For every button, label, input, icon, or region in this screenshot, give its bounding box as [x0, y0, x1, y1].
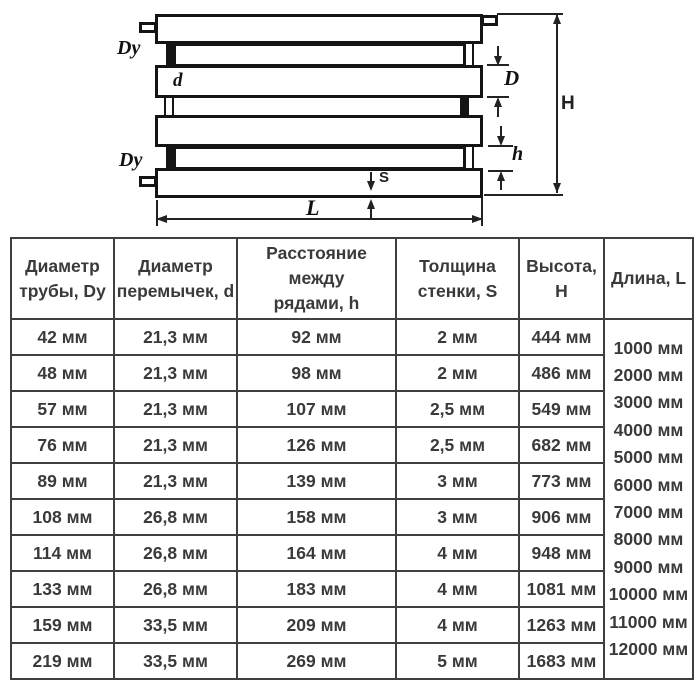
- cell-H: 773 мм: [519, 463, 604, 499]
- cell-s: 5 мм: [396, 643, 519, 679]
- table-row: [11, 499, 693, 535]
- pipe-row-3: [155, 65, 483, 98]
- cell-s: 4 мм: [396, 535, 519, 571]
- table-row: [11, 427, 693, 463]
- cell-h: 209 мм: [237, 607, 396, 643]
- col-header-H: Высота, H: [519, 238, 604, 319]
- register-diagram: [0, 0, 700, 232]
- dim-H-line: [556, 15, 558, 193]
- cell-h: 92 мм: [237, 319, 396, 355]
- pipe-row-4: [155, 115, 483, 147]
- cell-H: 906 мм: [519, 499, 604, 535]
- cell-d: 26,8 мм: [114, 571, 237, 607]
- length-option: 2000 мм: [613, 364, 684, 385]
- table-row: [11, 535, 693, 571]
- cell-dy: 159 мм: [11, 607, 114, 643]
- cell-s: 2 мм: [396, 355, 519, 391]
- pipe-row-5: [174, 147, 465, 169]
- cell-h: 98 мм: [237, 355, 396, 391]
- label-Dy-top: Dy: [117, 37, 141, 59]
- cell-H: 948 мм: [519, 535, 604, 571]
- cell-s: 3 мм: [396, 463, 519, 499]
- label-D: D: [504, 66, 520, 90]
- cell-h: 107 мм: [237, 391, 396, 427]
- cell-dy: 42 мм: [11, 319, 114, 355]
- cell-d: 33,5 мм: [114, 607, 237, 643]
- length-option: 3000 мм: [613, 392, 684, 413]
- cell-H: 682 мм: [519, 427, 604, 463]
- table-row: [11, 391, 693, 427]
- col-header-s: Толщина стенки, S: [396, 238, 519, 319]
- length-option: 8000 мм: [613, 529, 684, 550]
- table-row: [11, 463, 693, 499]
- spec-table-body: [11, 319, 693, 679]
- cell-d: 21,3 мм: [114, 391, 237, 427]
- length-option: 1000 мм: [613, 337, 684, 358]
- header-row: [11, 238, 693, 319]
- cell-h: 164 мм: [237, 535, 396, 571]
- label-h: h: [512, 143, 524, 165]
- length-option: 4000 мм: [613, 419, 684, 440]
- dim-h-ext-top: [488, 145, 513, 147]
- length-option: 9000 мм: [613, 556, 684, 577]
- table-row: [11, 319, 693, 355]
- length-option: 7000 мм: [613, 502, 684, 522]
- spec-table: [10, 237, 694, 680]
- label-L: L: [306, 195, 320, 220]
- cell-s: 2,5 мм: [396, 427, 519, 463]
- pipe-row-1: [155, 14, 483, 44]
- cell-s: 3 мм: [396, 499, 519, 535]
- col-header-d: Диаметр перемычек, d: [114, 238, 237, 319]
- label-S: S: [379, 169, 390, 186]
- cell-dy: 76 мм: [11, 427, 114, 463]
- cell-h: 183 мм: [237, 571, 396, 607]
- cell-d: 26,8 мм: [114, 535, 237, 571]
- table-row: [11, 355, 693, 391]
- cell-dy: 48 мм: [11, 355, 114, 391]
- cell-h: 269 мм: [237, 643, 396, 679]
- cell-d: 26,8 мм: [114, 499, 237, 535]
- cell-lengths: [604, 319, 693, 679]
- cell-h: 139 мм: [237, 463, 396, 499]
- cell-d: 21,3 мм: [114, 355, 237, 391]
- cell-d: 21,3 мм: [114, 319, 237, 355]
- table-row: [11, 607, 693, 643]
- dim-H-ext-bottom: [484, 194, 563, 196]
- col-header-dy: Диаметр трубы, Dy: [11, 238, 114, 319]
- cell-dy: 219 мм: [11, 643, 114, 679]
- dim-L-line: [158, 218, 482, 220]
- cell-dy: 108 мм: [11, 499, 114, 535]
- cell-dy: 114 мм: [11, 535, 114, 571]
- cell-s: 2 мм: [396, 319, 519, 355]
- cell-s: 4 мм: [396, 571, 519, 607]
- dim-H-arrow-up-icon: [553, 14, 561, 24]
- dim-S-shaft-bottom: [370, 208, 372, 218]
- cell-H: 1683 мм: [519, 643, 604, 679]
- cell-d: 21,3 мм: [114, 463, 237, 499]
- cell-h: 126 мм: [237, 427, 396, 463]
- length-option: 11000 мм: [609, 611, 688, 632]
- pipe-row-2: [174, 44, 465, 66]
- col-header-h: Расстояние между рядами, h: [237, 238, 396, 319]
- pipe-row-6: [155, 168, 483, 198]
- length-option: 12000 мм: [608, 639, 689, 660]
- table-row: [11, 571, 693, 607]
- cell-s: 2,5 мм: [396, 391, 519, 427]
- label-d: d: [173, 70, 183, 91]
- cell-d: 33,5 мм: [114, 643, 237, 679]
- dim-L-arrow-left-icon: [156, 215, 167, 223]
- dim-L-arrow-right-icon: [472, 215, 483, 223]
- dim-D-shaft-bottom: [497, 105, 499, 117]
- cell-H: 486 мм: [519, 355, 604, 391]
- label-Dy-bottom: Dy: [119, 149, 143, 171]
- cell-H: 1263 мм: [519, 607, 604, 643]
- jumper-right-thin-1: [464, 43, 474, 67]
- dim-S-arrow-down-icon: [367, 181, 375, 191]
- cell-H: 444 мм: [519, 319, 604, 355]
- cell-s: 4 мм: [396, 607, 519, 643]
- length-option: 6000 мм: [613, 474, 684, 495]
- cell-H: 549 мм: [519, 391, 604, 427]
- cell-dy: 57 мм: [11, 391, 114, 427]
- table-row: [11, 643, 693, 679]
- length-option: 10000 мм: [608, 584, 689, 605]
- cell-dy: 133 мм: [11, 571, 114, 607]
- cell-h: 158 мм: [237, 499, 396, 535]
- label-H: H: [561, 93, 575, 114]
- cell-dy: 89 мм: [11, 463, 114, 499]
- cell-H: 1081 мм: [519, 571, 604, 607]
- outlet-stub-top-right: [481, 15, 498, 26]
- dim-H-arrow-down-icon: [553, 183, 561, 193]
- cell-d: 21,3 мм: [114, 427, 237, 463]
- col-header-L: Длина, L: [604, 238, 693, 319]
- dim-h-shaft-bottom: [500, 179, 502, 190]
- length-option: 5000 мм: [613, 447, 684, 468]
